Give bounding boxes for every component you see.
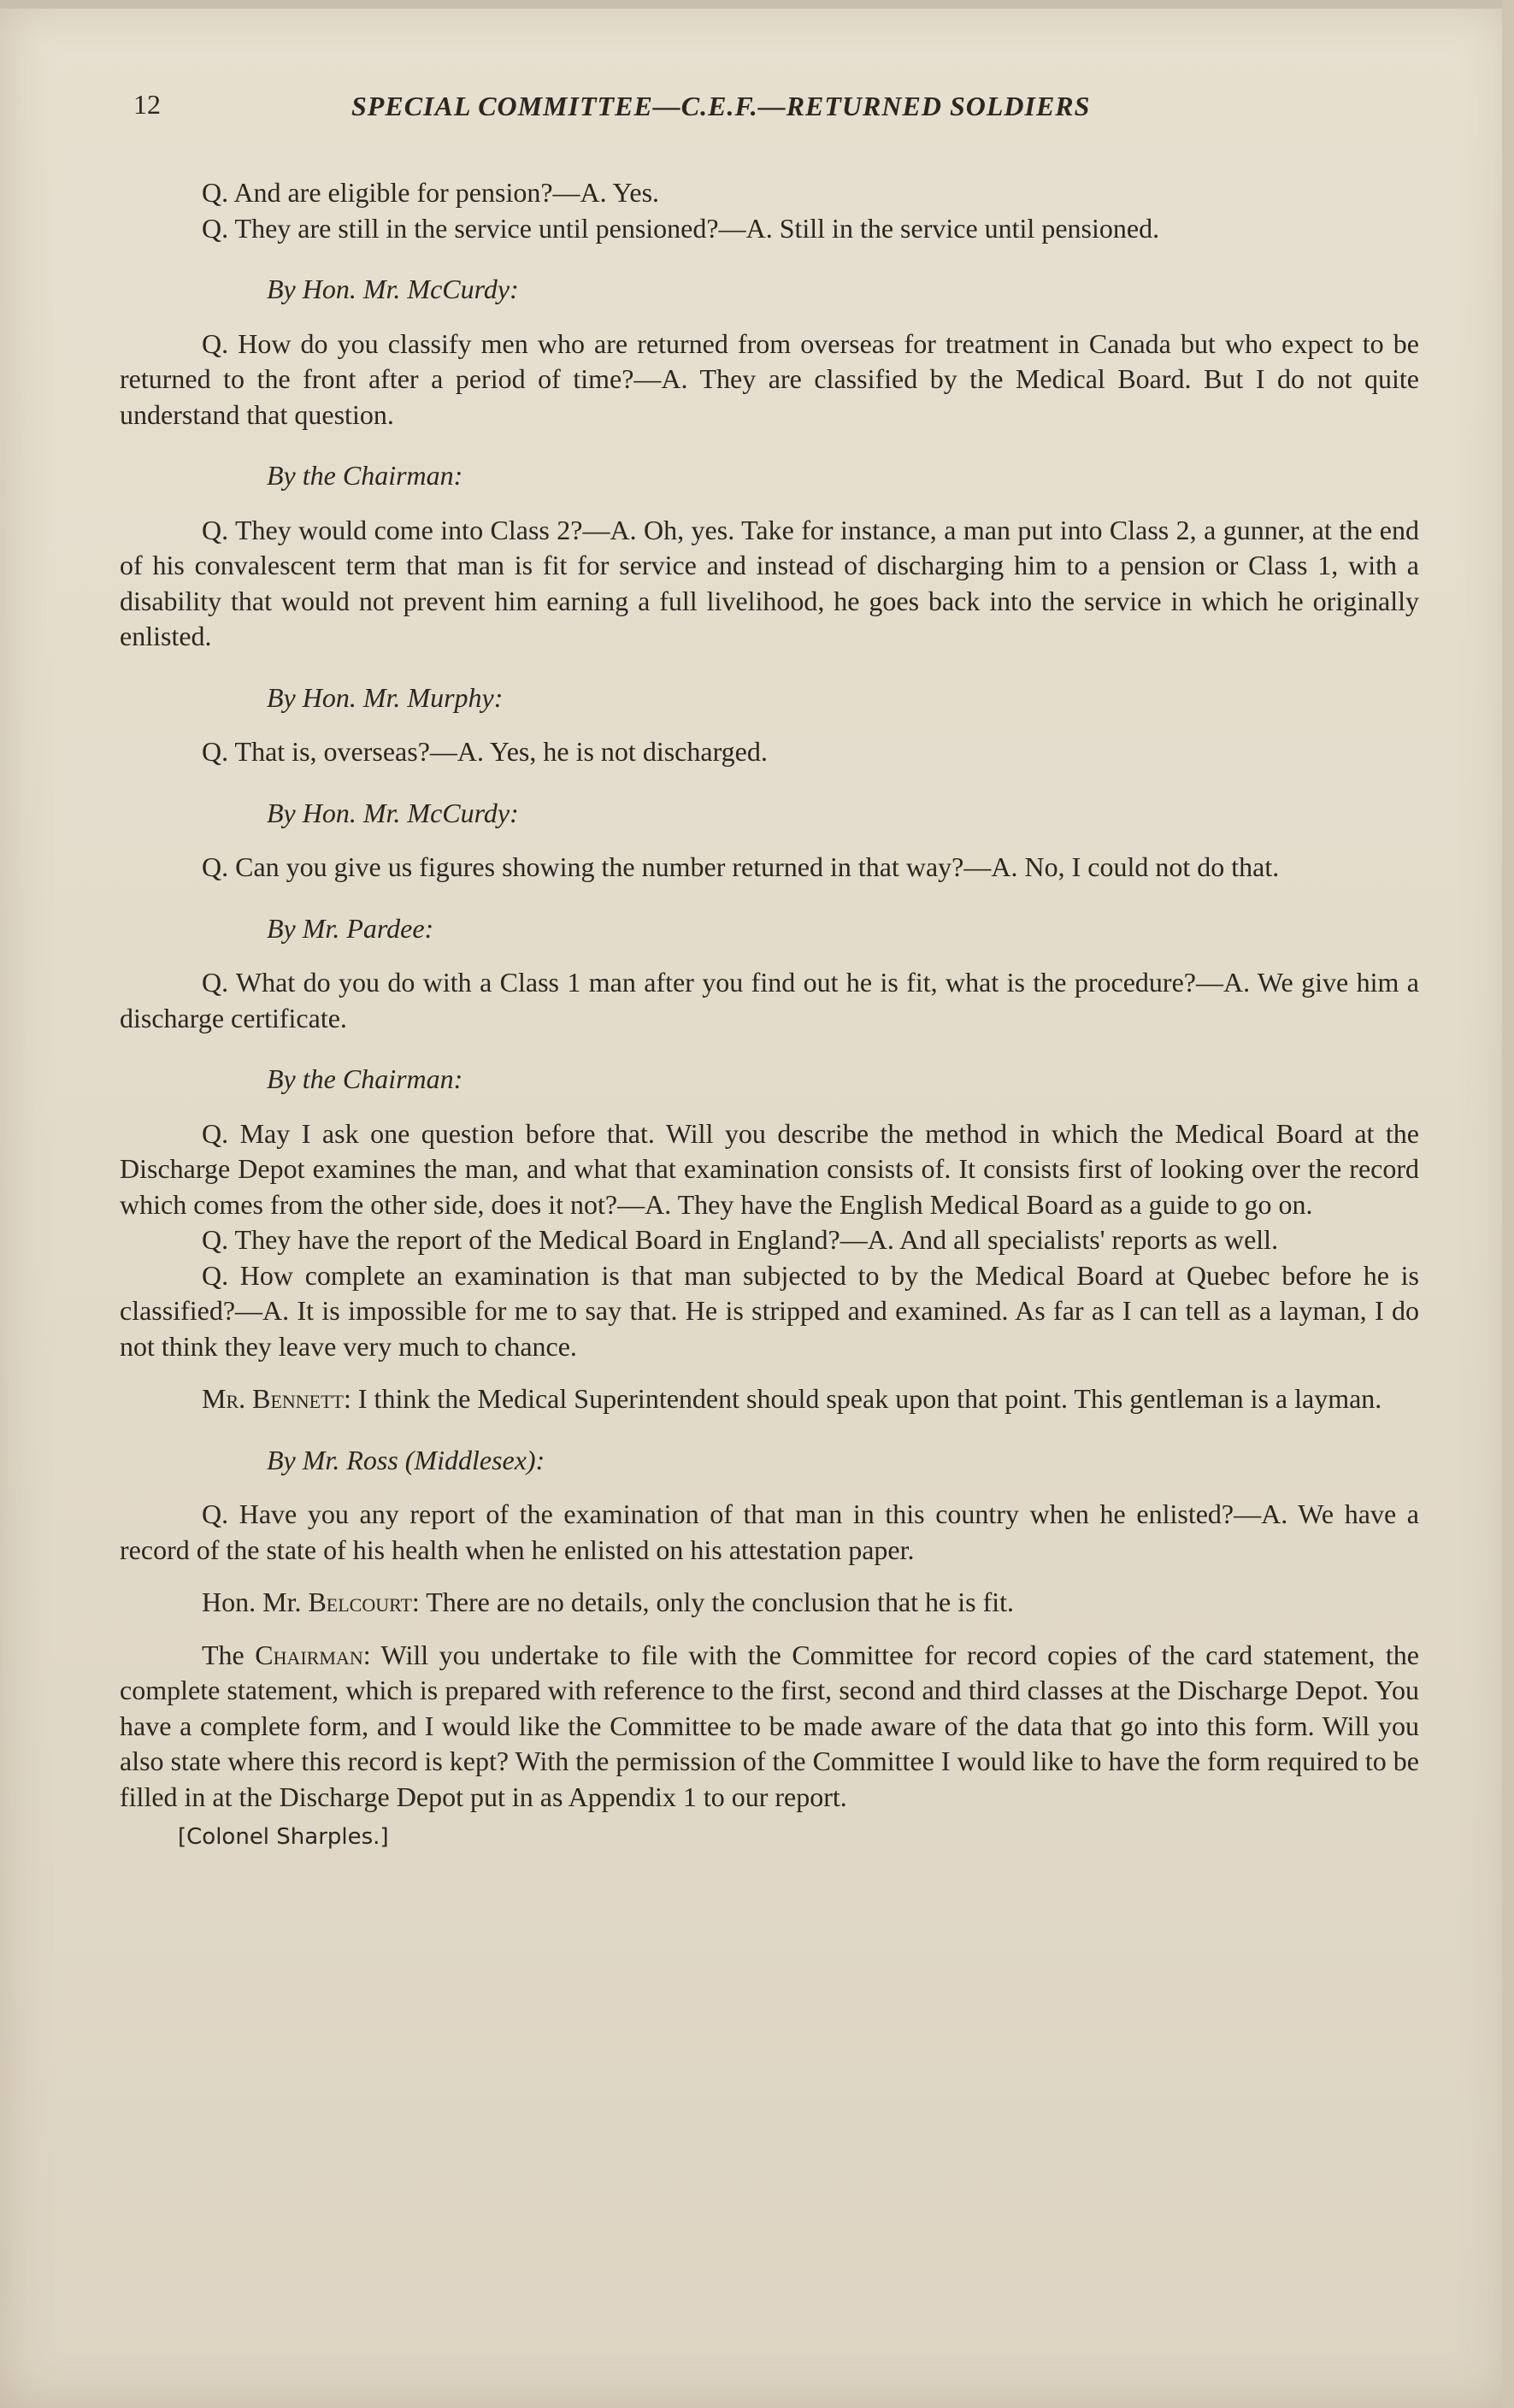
statement-paragraph [120,1585,1419,1621]
paragraph: Q. And are eligible for pension?—A. Yes. [202,177,660,208]
paragraph: Q. Can you give us figures showing the number returned in that way?—A. No, I could not do that. [202,851,1280,882]
paragraph: Q. They are still in the service until pensioned?—A. Still in the service until pensioned. [202,212,1160,244]
paragraph: Q. What do you do with a Class 1 man after you find out he is fit, what is the procedure?—A. We give him a discharge certificate. [120,967,1419,1033]
paragraph: Q. How do you classify men who are returned from overseas for treatment in Canada but who expect to be returned to the front after a period of time?—A. They are classified by the Medical Board. But I do not quite understand that question. [120,327,1419,430]
statement-text: : I think the Medical Superintendent should speak upon that point. This gentleman is a layman. [344,1383,1382,1414]
speaker-name: Belcourt [308,1587,412,1617]
running-header [133,84,1199,135]
speaker-byline: By Hon. Mr. McCurdy: [267,274,519,304]
body-text [120,175,1419,1856]
paragraph: Q. How complete an examination is that man subjected to by the Medical Board at Quebec before he is classified?—A. It is impossible for me to say that. He is stripped and examined. As far as I can tell as a layman, I do not think they leave very much to chance. [120,1259,1419,1362]
paragraph: Q. Have you any report of the examination of that man in this country when he enlisted?—A. We have a record of the state of his health when he enlisted on his attestation paper. [120,1498,1419,1565]
paragraph: Q. They would come into Class 2?—A. Oh, yes. Take for instance, a man put into Class 2, a gunner, at the end of his convalescent term that man is fit for service and instead of discharging him to a pension or Class 1, with a disability that would not prevent him earning a full livelihood, he goes back into the service in which he originally enlisted. [120,514,1419,651]
speaker-byline: By Mr. Pardee: [267,912,434,944]
speaker-prefix: Hon. Mr. [202,1587,309,1617]
speaker-name: Chairman [255,1639,363,1670]
statement-text: : There are no details, only the conclusion that he is fit. [411,1587,1015,1617]
page-number: 12 [133,89,161,120]
statement-text: : Will you undertake to file with the Committee for record copies of the card statement, the complete statement, which is prepared with reference to the first, second and third classes at the Discharge Depot. You have a complete form, and I would like the Committee to be made aware of the data that go into this form. Will you also state where this record is kept? With the permission of the Committee I would like to have the form required to be filled in at the Discharge Depot put in as Appendix 1 to our report. [120,1639,1420,1812]
statement-paragraph [120,1381,1419,1417]
speaker-name: Mr. Bennett [202,1383,344,1414]
speaker-byline: By Hon. Mr. McCurdy: [267,797,519,828]
speaker-byline: By the Chairman: [267,460,463,491]
paragraph: Q. May I ask one question before that. Will you describe the method in which the Medical Board at the Discharge Depot examines the man, and what that examination consists of. It consists first of looking over the record which comes from the other side, does it not?—A. They have the English Medical Board as a guide to go on. [120,1117,1419,1220]
speaker-prefix: The [202,1639,256,1670]
statement-paragraph [120,1638,1419,1816]
page-right-edge [1502,0,1514,2408]
witness-footnote: [Colonel Sharples.] [178,1824,389,1850]
speaker-byline: By the Chairman: [267,1063,463,1094]
paragraph: Q. They have the report of the Medical Board in England?—A. And all specialists' reports as well. [202,1224,1279,1255]
speaker-byline: By Mr. Ross (Middlesex): [267,1444,545,1475]
page-top-edge [0,0,1514,9]
running-title: SPECIAL COMMITTEE—C.E.F.—RETURNED SOLDIERS [351,91,1091,121]
paragraph: Q. That is, overseas?—A. Yes, he is not discharged. [202,736,768,767]
speaker-byline: By Hon. Mr. Murphy: [267,681,504,713]
